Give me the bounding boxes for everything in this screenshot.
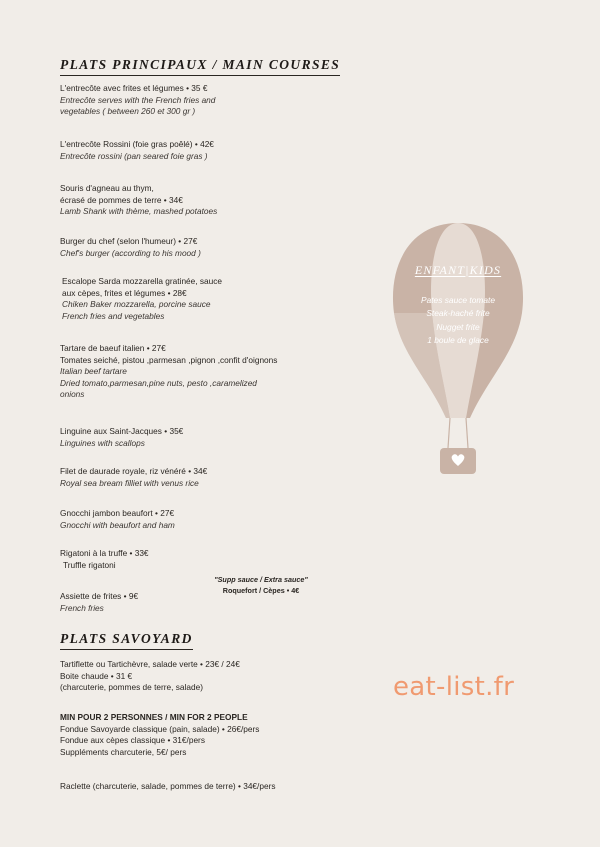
savoyard-items-a: Tartiflette ou Tartichèvre, salade verte • 23€ / 24€ Boite chaude • 31 € (charcuterie, pommes de terre, salade) <box>60 659 240 693</box>
kids-menu-list <box>388 294 528 348</box>
menu-item-tartare: Tartare de baeuf italien • 27€ Tomates seiché, pistou ,parmesan ,pignon ,confit d'oignons Italian beef tartare Dried tomato,parmesan,pine nuts, pesto ,caramelized onions <box>60 343 278 400</box>
menu-item-daurade: Filet de daurade royale, riz vénéré • 34€ Royal sea bream filliet with venus rice <box>60 466 208 488</box>
eat-list-watermark: eat-list.fr <box>393 672 515 702</box>
kids-menu-item: Nugget frite <box>436 321 480 332</box>
kids-menu-item: Pates sauce tomate <box>420 295 496 305</box>
menu-item-burger: Burger du chef (selon l'humeur) • 27€ Chef's burger (according to his mood ) <box>60 236 201 258</box>
menu-item-frites: Assiette de frites • 9€ French fries <box>60 591 139 613</box>
menu-item-entrecote: L'entrecôte avec frites et légumes • 35 € Entrecôte serves with the French fries and vegetables ( between 260 et 300 gr ) <box>60 83 216 117</box>
menu-item-souris-agneau: Souris d'agneau au thym, écrasé de pommes de terre • 34€ Lamb Shank with thème, mashed potatoes <box>60 183 218 217</box>
main-courses-title: PLATS PRINCIPAUX / MAIN COURSES <box>60 57 340 76</box>
savoyard-raclette: Raclette (charcuterie, salade, pommes de terre) • 34€/pers <box>60 781 276 791</box>
savoyard-items-b: MIN POUR 2 PERSONNES / MIN FOR 2 PEOPLE Fondue Savoyarde classique (pain, salade) • 26€/pers Fondue aux cèpes classique • 31€/pers Suppléments charcuterie, 5€/ pers <box>60 712 260 757</box>
savoyard-title: PLATS SAVOYARD <box>60 631 193 650</box>
supplement-sauce-note: "Supp sauce / Extra sauce" Roquefort / Cèpes • 4€ <box>214 575 308 595</box>
hot-air-balloon-illustration <box>388 218 528 478</box>
menu-item-gnocchi: Gnocchi jambon beaufort • 27€ Gnocchi with beaufort and ham <box>60 508 175 530</box>
menu-item-entrecote-rossini: L'entrecôte Rossini (foie gras poêlé) • 42€ Entrecôte rossini (pan seared foie gras ) <box>60 139 214 161</box>
min-people-note: MIN POUR 2 PERSONNES / MIN FOR 2 PEOPLE <box>60 712 248 722</box>
kids-menu-title: ENFANT|KIDS <box>414 263 502 277</box>
menu-item-rigatoni: Rigatoni à la truffe • 33€ Truffle rigatoni <box>60 548 149 570</box>
kids-menu-item: 1 boule de glace <box>427 335 489 346</box>
menu-item-escalope: Escalope Sarda mozzarella gratinée, sauce aux cèpes, frites et légumes • 28€ Chiken Baker mozzarella, porcine sauce French fries and vegetables <box>62 276 223 321</box>
kids-menu-item: Steak-haché frite <box>426 308 490 319</box>
menu-item-linguine: Linguine aux Saint-Jacques • 35€ Linguines with scallops <box>60 426 184 448</box>
